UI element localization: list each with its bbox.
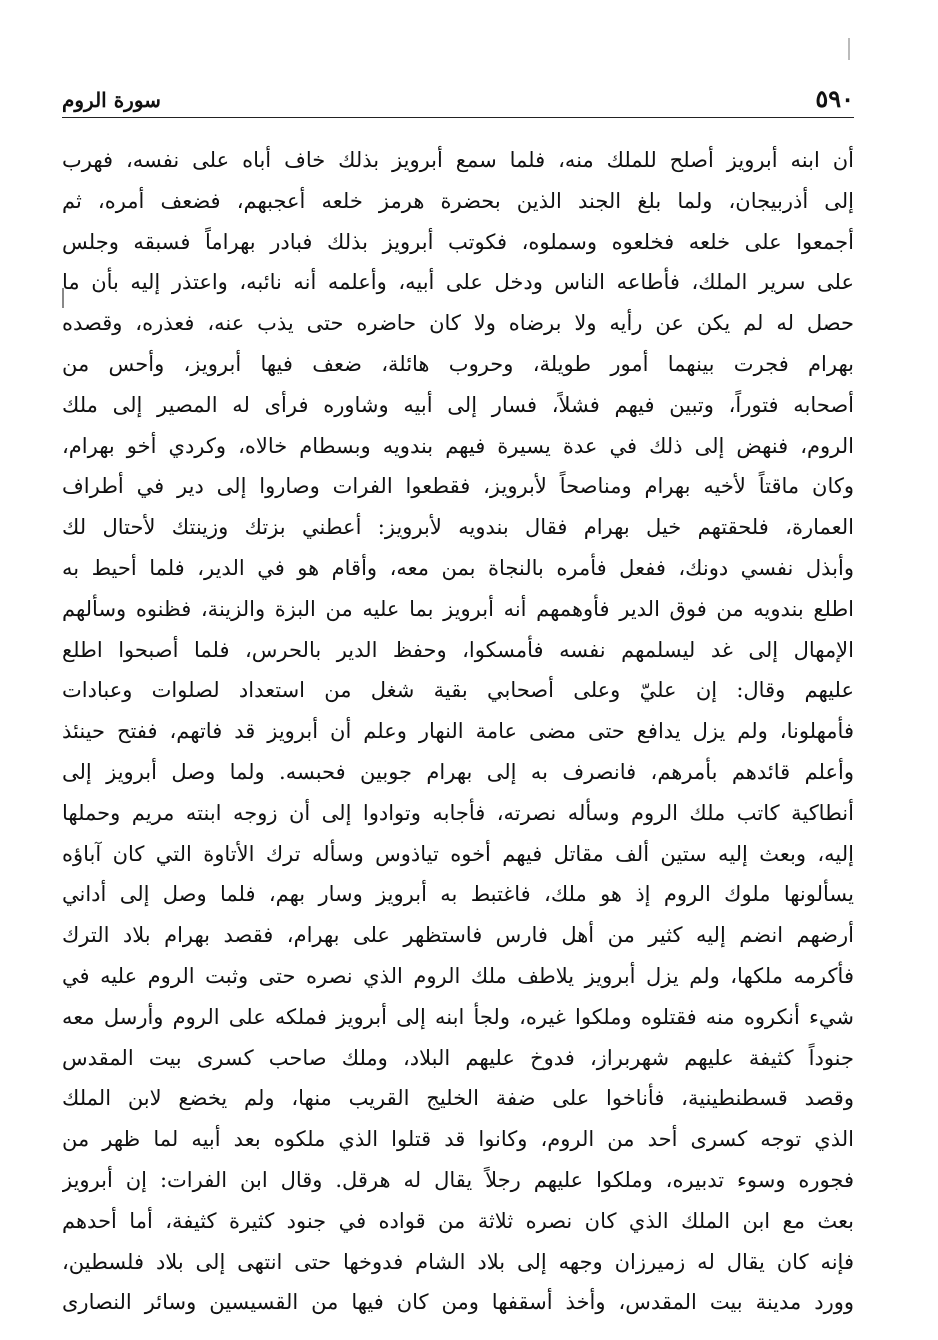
text-line: بهرام فجرت بينهما أمور طويلة، وحروب هائلة، ضعف فيها أبرويز، وأحس من: [62, 351, 854, 376]
text-line: جنوداً كثيفة عليهم شهربراز، فدوخ عليهم البلاد، وملك صاحب كسرى بيت المقدس: [62, 1045, 854, 1070]
text-line: وقصد قسطنطينية، فأناخوا على ضفة الخليج القريب منها، ولم يخضع لابن الملك: [62, 1086, 854, 1111]
text-line: بعث مع ابن الملك الذي كان نصره ثلاثة من قواده في جنود كثيرة كثيفة، أما أحدهم: [62, 1208, 854, 1233]
text-line: الذي توجه كسرى أحد من الروم، وكانوا قد قتلوا الذي ملكوه بعد أبيه لما ظهر من: [62, 1127, 854, 1152]
text-line: أرضهم انضم إليه كثير من أهل فارس فاستظهر على بهرام، فقصد بهرام بلاد الترك: [62, 923, 854, 948]
text-line: أن ابنه أبرويز أصلح للملك منه، فلما سمع أبرويز بذلك خاف أباه على نفسه، فهرب: [62, 148, 854, 172]
text-line: أنطاكية كاتب ملك الروم وسأله نصرته، فأجابه وتوادوا إلى أن زوجه ابنته مريم وحملها: [62, 800, 854, 825]
text-line: شيء أنكروه منه فقتلوه وملكوا غيره، ولجأ ابنه إلى أبرويز فملكه على الروم وأرسل معه: [62, 1004, 854, 1029]
text-line: عليهم وقال: إن عليّ وعلى أصحابي بقية شغل من استعداد لصلوات وعبادات: [62, 678, 854, 703]
surah-title: سورة الروم: [62, 88, 161, 112]
text-line: فأمهلونا، ولم يزل يدافع حتى مضى عامة النهار وعلم أن أبرويز قد فاتهم، ففتح حينئذ: [62, 719, 854, 744]
text-line: اطلع بندويه من فوق الدير فأوهمهم أنه أبرويز بما عليه من البزة والزينة، فظنوه وسألهم: [62, 596, 854, 621]
text-line: وأعلم قائدهم بأمرهم، فانصرف به إلى بهرام جوبين فحبسه. ولما وصل أبرويز إلى: [62, 759, 854, 784]
header-divider: [62, 117, 854, 118]
text-line: الإمهال إلى غد ليسلمهم نفسه فأمسكوا، وحفظ الدير بالحرس، فلما أصبحوا اطلع: [62, 637, 854, 662]
text-line: على سرير الملك، فأطاعه الناس ودخل على أبيه، وأعلمه أنه نائبه، واعتذر إليه بأن ما: [62, 270, 854, 295]
text-line: أصحابه فتوراً، وتبين فيهم فشلاً، فسار إلى أبيه وشاوره فرأى له المصير إلى ملك: [62, 392, 854, 417]
text-line: فأكرمه ملكها، ولم يزل أبرويز يلاطف ملك الروم الذي نصره حتى وثبت الروم عليه في: [62, 963, 854, 988]
text-line: يسألونها ملوك الروم إذ هو ملك، فاغتبط به أبرويز وسار بهم، فلما وصل إلى أداني: [62, 882, 854, 907]
margin-mark: [848, 38, 850, 60]
text-line: فجوره وسوء تدبيره، وملكوا عليهم رجلاً يقال له هرقل. وقال ابن الفرات: إن أبرويز: [62, 1167, 854, 1192]
text-line: الروم، فنهض إلى ذلك في عدة يسيرة فيهم بندويه وبسطام خالاه، وكردي أخو بهرام،: [62, 433, 854, 458]
page-number: ٥٩٠: [815, 84, 854, 113]
text-line: وورد مدينة بيت المقدس، وأخذ أسقفها ومن كان فيها من القسيسين وسائر النصارى: [62, 1290, 854, 1315]
text-line: حصل له لم يكن عن رأيه ولا برضاه ولا كان حاضره حتى يذب عنه، فعذره، وقصده: [62, 311, 854, 336]
text-line: وكان ماقتاً لأخيه بهرام ومناصحاً لأبرويز، فقطعوا الفرات وصاروا إلى دير في أطراف: [62, 474, 854, 499]
text-line: إلى أذربيجان، ولما بلغ الجند الذين بحضرة هرمز خلعه أعجبهم، فضعف أمره، ثم: [62, 188, 854, 213]
body-text: [62, 140, 854, 1323]
text-line: العمارة، فلحقتهم خيل بهرام فقال بندويه لأبرويز: أعطني بزتك وزينتك لأحتال لك: [62, 515, 854, 540]
page-header: [62, 78, 854, 118]
text-line: وأبذل نفسي دونك، ففعل فأمره بالنجاة بمن معه، وأقام هو في الدير، فلما أحيط به: [62, 555, 854, 580]
text-line: أجمعوا على خلعه فخلعوه وسملوه، فكوتب أبرويز بذلك فبادر بهراماً فسبقه وجلس: [62, 229, 854, 254]
text-line: فإنه كان يقال له زميرزان وجهه إلى بلاد الشام فدوخها حتى انتهى إلى بلاد فلسطين،: [62, 1249, 854, 1274]
text-line: إليه، وبعث إليه ستين ألف مقاتل فيهم أخوه تياذوس وسأله ترك الأتاوة التي كان آباؤه: [62, 841, 854, 866]
